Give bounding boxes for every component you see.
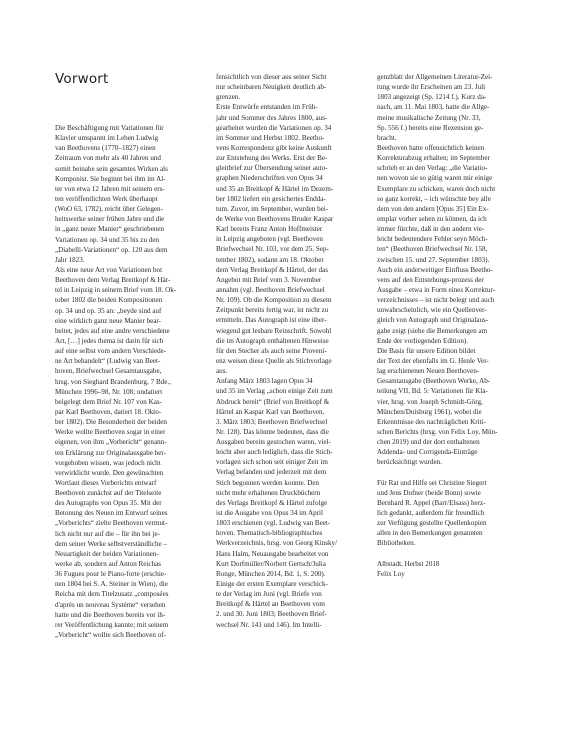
text-line: rer Veröffentlichung kannte; mit seinem <box>55 620 169 629</box>
text-line: verzeichnisses – ist nicht belegt und auch <box>377 296 495 305</box>
text-line: gleitbrief zur Übersendung seiner auto- <box>216 164 328 173</box>
text-line: Art, […] jedes thema ist darin für sich <box>55 336 164 345</box>
text-line: chen 2019) und der dort enthaltenen <box>377 438 480 447</box>
text-line: Abdruck bereit“ (Brief von Breitkopf & <box>216 397 330 406</box>
text-line: lich gedankt, außerdem für freundlich <box>377 509 485 518</box>
text-line: grenzen. <box>216 93 241 102</box>
text-line: ten veröffentlichten Werk überhaupt <box>55 194 158 203</box>
text-line: Auch ein anderweitiger Einfluss Beetho- <box>377 265 493 274</box>
text-line: beitet, jedes auf eine andre verschiedene <box>55 326 170 335</box>
text-line: par Karl Beethoven, datiert 18. Okto- <box>55 407 162 416</box>
text-line: Beethoven dem Verlag Breitkopf & Här- <box>55 276 171 285</box>
text-line: Ausgabe – etwa in Form eines Korrektur- <box>377 285 496 294</box>
text-line: nen wovon sie so gütig waren mir einige <box>377 174 493 183</box>
text-line: gearbeitet wurden die Variationen op. 34 <box>216 123 332 132</box>
text-line: enz weisen diese Quelle als Stichvorlage <box>216 356 332 365</box>
text-line: Sp. 556 f.) bereits eine Rezension ge- <box>377 123 484 132</box>
text-line: aus. <box>216 367 228 376</box>
text-line: für den Stecher als auch seine Provení- <box>216 346 327 355</box>
text-line: Bibliotheken. <box>377 539 416 548</box>
text-line: Albstadt, Herbst 2018 <box>377 559 440 568</box>
text-line: zwischen 15. und 27. September 1803). <box>377 255 490 264</box>
text-line: Werkverzeichnis, hrsg. von Georg Kinsky/ <box>216 539 338 548</box>
text-line: Klavier umspannt im Leben Ludwig <box>55 134 159 143</box>
text-line: Stich begonnen werden konnte. Den <box>216 478 320 487</box>
text-line: allen in den Bemerkungen genannten <box>377 529 483 538</box>
text-line: Ende der vorliegenden Edition). <box>377 336 469 345</box>
text-line: im Sommer und Herbst 1802. Beetho- <box>216 133 325 142</box>
text-line: verwirklicht wurde. Den gewünschten <box>55 468 164 477</box>
text-line: tember 1802), sodann am 18. Oktober <box>216 255 324 264</box>
text-line: lich nicht nur auf die – für ihn bei je- <box>55 529 160 538</box>
text-line: und Jens Dufner (beide Bonn) sowie <box>377 488 481 497</box>
text-line: dem von den andern [Opus 35] Ein Ex- <box>377 204 489 213</box>
text-line: Erkenntnisse des nachträglichen Kriti- <box>377 417 486 426</box>
text-line: unwahrscheinlich, wie ein Quellenver- <box>377 306 487 315</box>
text-line: van Beethovens (1770–1827) einen <box>55 144 156 153</box>
text-line: 1803 erschienen (vgl. Ludwig van Beet- <box>216 519 331 528</box>
text-line: Einige der ersten Exemplare verschick- <box>216 580 328 589</box>
text-line: Die Basis für unsere Edition bildet <box>377 346 476 355</box>
text-line: emplar vorher sehen zu können, da ich <box>377 214 487 223</box>
text-line: ber 1802 liefert ein gesichertes Enddа- <box>216 194 326 203</box>
text-line: 1803 angezeigt (Sp. 1214 f.). Kurz da- <box>377 93 487 102</box>
column-1 <box>55 123 203 640</box>
text-line: vorlagen sich schon seit einiger Zeit im <box>216 458 328 467</box>
text-line: nur scheinbaren Neuigkeit deutlich ab- <box>216 83 327 92</box>
text-line: hoven. Thematisch-bibliographisches <box>216 529 323 538</box>
text-line: Nr. 128). Das könnte bedeuten, dass die <box>216 427 329 436</box>
text-line: bracht. <box>377 133 397 142</box>
text-line: Neuartigkeit der beiden Variationen- <box>55 549 159 558</box>
text-line: meine musikalische Zeitung (Nr. 33, <box>377 113 481 122</box>
text-line: Werke wollte Beethoven sogar in einer <box>55 428 166 437</box>
text-line: Anfang März 1803 lagen Opus 34 <box>216 377 313 386</box>
text-line: Addenda- und Corrigenda-Einträge <box>377 448 478 457</box>
text-line: Beethoven zunächst auf der Titelseite <box>55 489 162 498</box>
text-line: jahr und Sommer des Jahres 1800, aus- <box>216 113 328 122</box>
text-line: Ausgaben bereits gestochen waren, viel- <box>216 438 331 447</box>
text-line: heitswerke seiner frühen Jahre und die <box>55 215 165 224</box>
text-line: ten“ (Beethoven Briefwechsel Nr. 158, <box>377 245 488 254</box>
text-line: Zeitpunkt bereits fertig war, ist nicht zu <box>216 306 329 315</box>
text-line: d'après un nouveau Système“ versehen <box>55 600 166 609</box>
text-line: Exemplare zu schicken, waren doch nicht <box>377 184 496 193</box>
text-line: werke ab, sondern auf Anton Reichas <box>55 560 161 569</box>
text-line: Erste Entwürfe entstanden im Früh- <box>216 103 318 112</box>
text-line: „Vorberichts“ zielte Beethoven vermut- <box>55 519 168 528</box>
column-2 <box>216 72 364 630</box>
text-line: des Autographs von Opus 35. Mit der <box>55 499 162 508</box>
text-line: der Text der ebenfalls im G. Henle Ver- <box>377 356 489 365</box>
text-line: in „ganz neuer Manier“ geschriebenen <box>55 225 165 234</box>
text-line: ermitteln. Das Autograph ist eine über- <box>216 316 327 325</box>
text-line: annahm (vgl. Beethoven Briefwechsel <box>216 285 325 294</box>
text-line: Zeitraum von mehr als 40 Jahren und <box>55 154 161 163</box>
text-line: Variationen op. 34 und 35 bis zu den <box>55 235 160 244</box>
text-line: graphen Niederschriften von Opus 34 <box>216 174 323 183</box>
text-line: und 35 im Verlag „schon einige Zeit zum <box>216 387 333 396</box>
text-line: tober 1802 die beiden Kompositionen <box>55 296 163 305</box>
text-line: ter von etwa 12 Jahren mit seinem ers- <box>55 184 165 193</box>
text-line: genzblatt der Allgemeinen Literatur-Zei- <box>377 73 493 81</box>
text-line: beigelegt dem Brief Nr. 107 von Kas- <box>55 397 162 406</box>
text-line: gleich von Autograph und Originalaus- <box>377 316 489 325</box>
text-line: Härtel an Kaspar Karl van Beethoven, <box>216 407 325 416</box>
text-line: Jahr 1823. <box>55 255 85 264</box>
text-line: de Werke von Beethovens Bruder Kaspar <box>216 214 334 223</box>
text-line: dem Verlag Breitkopf & Härtel, der das <box>216 265 328 274</box>
text-line: des Verlags Breitkopf & Härtel zufolge <box>216 498 328 507</box>
text-line: München/Duisburg 1961), wobei die <box>377 407 482 416</box>
text-line: schen Berichts (hrsg. von Felix Loy, Mün- <box>377 427 498 436</box>
text-line: schrieb er an den Verlag: „die Variatio- <box>377 164 488 173</box>
text-line: Nr. 109). Ob die Komposition zu diesem <box>216 296 332 305</box>
text-line: und 35 an Breitkopf & Härtel im Dezem- <box>216 184 334 193</box>
text-line: leicht aber auch lediglich, dass die Stich- <box>216 448 333 457</box>
text-line: leicht bedeutendere Fehler seyn Möch- <box>377 235 488 244</box>
text-line: vorgehoben wissen, was jedoch nicht <box>55 458 161 467</box>
text-line: tung wurde ihr Erscheinen am 23. Juli <box>377 83 486 92</box>
text-line: Bernhard R. Appel (Barr/Elsass) herz- <box>377 498 486 507</box>
text-line: Karl bereits Franz Anton Hoffmeister <box>216 225 323 234</box>
text-line: München 1996–98, Nr. 108; undatiert <box>55 387 163 396</box>
text-line: Als eine neue Art von Variationen bot <box>55 265 163 274</box>
text-line: vier, hrsg. von Joseph Schmidt-Görg, <box>377 397 483 406</box>
text-line: Verlag befanden und jederzeit mit dem <box>216 468 327 477</box>
text-line: Ronge, München 2014, Bd. 1, S. 200). <box>216 569 326 578</box>
text-line: somit beinahe sein gesamtes Wirken als <box>55 164 168 173</box>
text-line: Die Beschäftigung mit Variationen für <box>55 124 164 132</box>
text-line: immer fürchte, daß in den andern vie- <box>377 225 485 234</box>
text-line: ne Art behandelt“ (Ludwig van Beet- <box>55 357 161 366</box>
text-line: 2. und 30. Juni 1803; Beethoven Brief- <box>216 610 327 619</box>
column-3 <box>377 72 525 579</box>
text-line: ber 1802). Die Besonderheit der beiden <box>55 418 167 427</box>
text-line: gabe zeigt (siehe die Bemerkungen am <box>377 326 488 335</box>
text-line: zur Verfügung gestellte Quellenkopien <box>377 519 487 528</box>
text-line: Reicha mit dem Titelzusatz „composées <box>55 590 169 599</box>
text-line: Komponist. Sie beginnt bei ihm im Al- <box>55 174 166 183</box>
text-line: berücksichtigt wurden. <box>377 458 443 467</box>
text-line: Angebot mit Brief vom 3. November <box>216 275 322 284</box>
text-line: „Diabelli-Variationen“ op. 120 aus dem <box>55 245 168 254</box>
text-line: eigenen, von ihm „Vorbericht“ genann- <box>55 438 167 447</box>
text-line: teilung VII, Bd. 5: Variationen für Kla- <box>377 387 488 396</box>
text-line: vens auf den Entstehungs-prozess der <box>377 275 484 284</box>
text-line: in Leipzig angeboten (vgl. Beethoven <box>216 235 323 244</box>
text-line: vens Korrespondenz gibt keine Auskunft <box>216 143 332 152</box>
text-line: auf eine selbst vom andern Verschiede- <box>55 347 167 356</box>
text-line: Beethoven hatte offensichtlich keinen <box>377 143 485 152</box>
text-line: hoven, Briefwechsel Gesamtausgabe, <box>55 367 162 376</box>
text-line: nen 1804 bei S. A. Steiner in Wien), die <box>55 580 168 589</box>
text-line: Gesamtausgabe (Beethoven Werke, Ab- <box>377 377 491 386</box>
paragraph-gap <box>377 549 525 559</box>
text-line: Korrekturabzug erhalten; im September <box>377 154 490 163</box>
text-line: „Vorbericht“ wollte sich Beethoven of- <box>55 631 166 640</box>
page-title: Vorwort <box>55 71 109 87</box>
text-line: Felix Loy <box>377 569 405 578</box>
text-line: Kurt Dorfmüller/Norbert Gertsch/Julia <box>216 559 326 568</box>
paragraph-gap <box>377 467 525 477</box>
text-line: die im Autograph enthaltenen Hinweise <box>216 336 329 345</box>
text-line: so ganz korrekt, – ich wünschte bey alle <box>377 194 491 203</box>
text-line: Betonung des Neuen im Entwurf seines <box>55 509 168 518</box>
text-line: 3. März 1803; Beethoven Briefwechsel <box>216 417 328 426</box>
text-line: (WoO 63, 1782), reicht über Gelegen- <box>55 205 163 214</box>
text-line: ist die Ausgabe von Opus 34 im April <box>216 509 323 518</box>
text-line: zur Entstehung des Werks. Erst der Be- <box>216 154 328 163</box>
text-line: Hans Halm, Neuausgabe bearbeitet von <box>216 549 329 558</box>
text-line: Wortlaut dieses Vorberichts entwarf <box>55 478 157 487</box>
text-line: Breitkopf & Härtel an Beethoven vom <box>216 600 325 609</box>
text-line: fensichtlich von dieser aus seiner Sicht <box>216 73 327 81</box>
text-line: nach, am 11. Mai 1803, hatte die Allge- <box>377 103 490 112</box>
text-line: eine wirklich ganz neue Manier bear- <box>55 316 162 325</box>
text-line: te der Verlag im Juni (vgl. Briefe von <box>216 590 322 599</box>
text-line: hatte und die Beethoven bereits vor ih- <box>55 610 166 619</box>
text-line: dem seiner Werke selbstverständliche – <box>55 539 167 548</box>
text-line: 36 Fugues pour le Piano-forte (erschie- <box>55 570 167 579</box>
text-line: nicht mehr erhaltenen Druckbüchern <box>216 488 321 497</box>
text-line: tum. Zuvor, im September, wurden bei- <box>216 204 329 213</box>
text-line: lag erschienenen Neuen Beethoven- <box>377 367 480 376</box>
text-line: wechsel Nr. 141 und 146). Im Intelli- <box>216 620 322 629</box>
text-line: Für Rat und Hilfe sei Christine Siegert <box>377 478 487 487</box>
text-line: Briefwechsel Nr. 103, vor dem 25. Sep- <box>216 245 329 254</box>
text-line: wiegend gut lesbare Reinschrift. Sowohl <box>216 326 332 335</box>
text-line: op. 34 und op. 35 an: „beyde sind auf <box>55 306 162 315</box>
text-line: tel in Leipzig in seinem Brief vom 18. Ok- <box>55 286 177 295</box>
text-line: ten Erklärung zur Originalausgabe her- <box>55 448 166 457</box>
text-line: hrsg. von Sieghard Brandenburg, 7 Bde., <box>55 377 171 386</box>
